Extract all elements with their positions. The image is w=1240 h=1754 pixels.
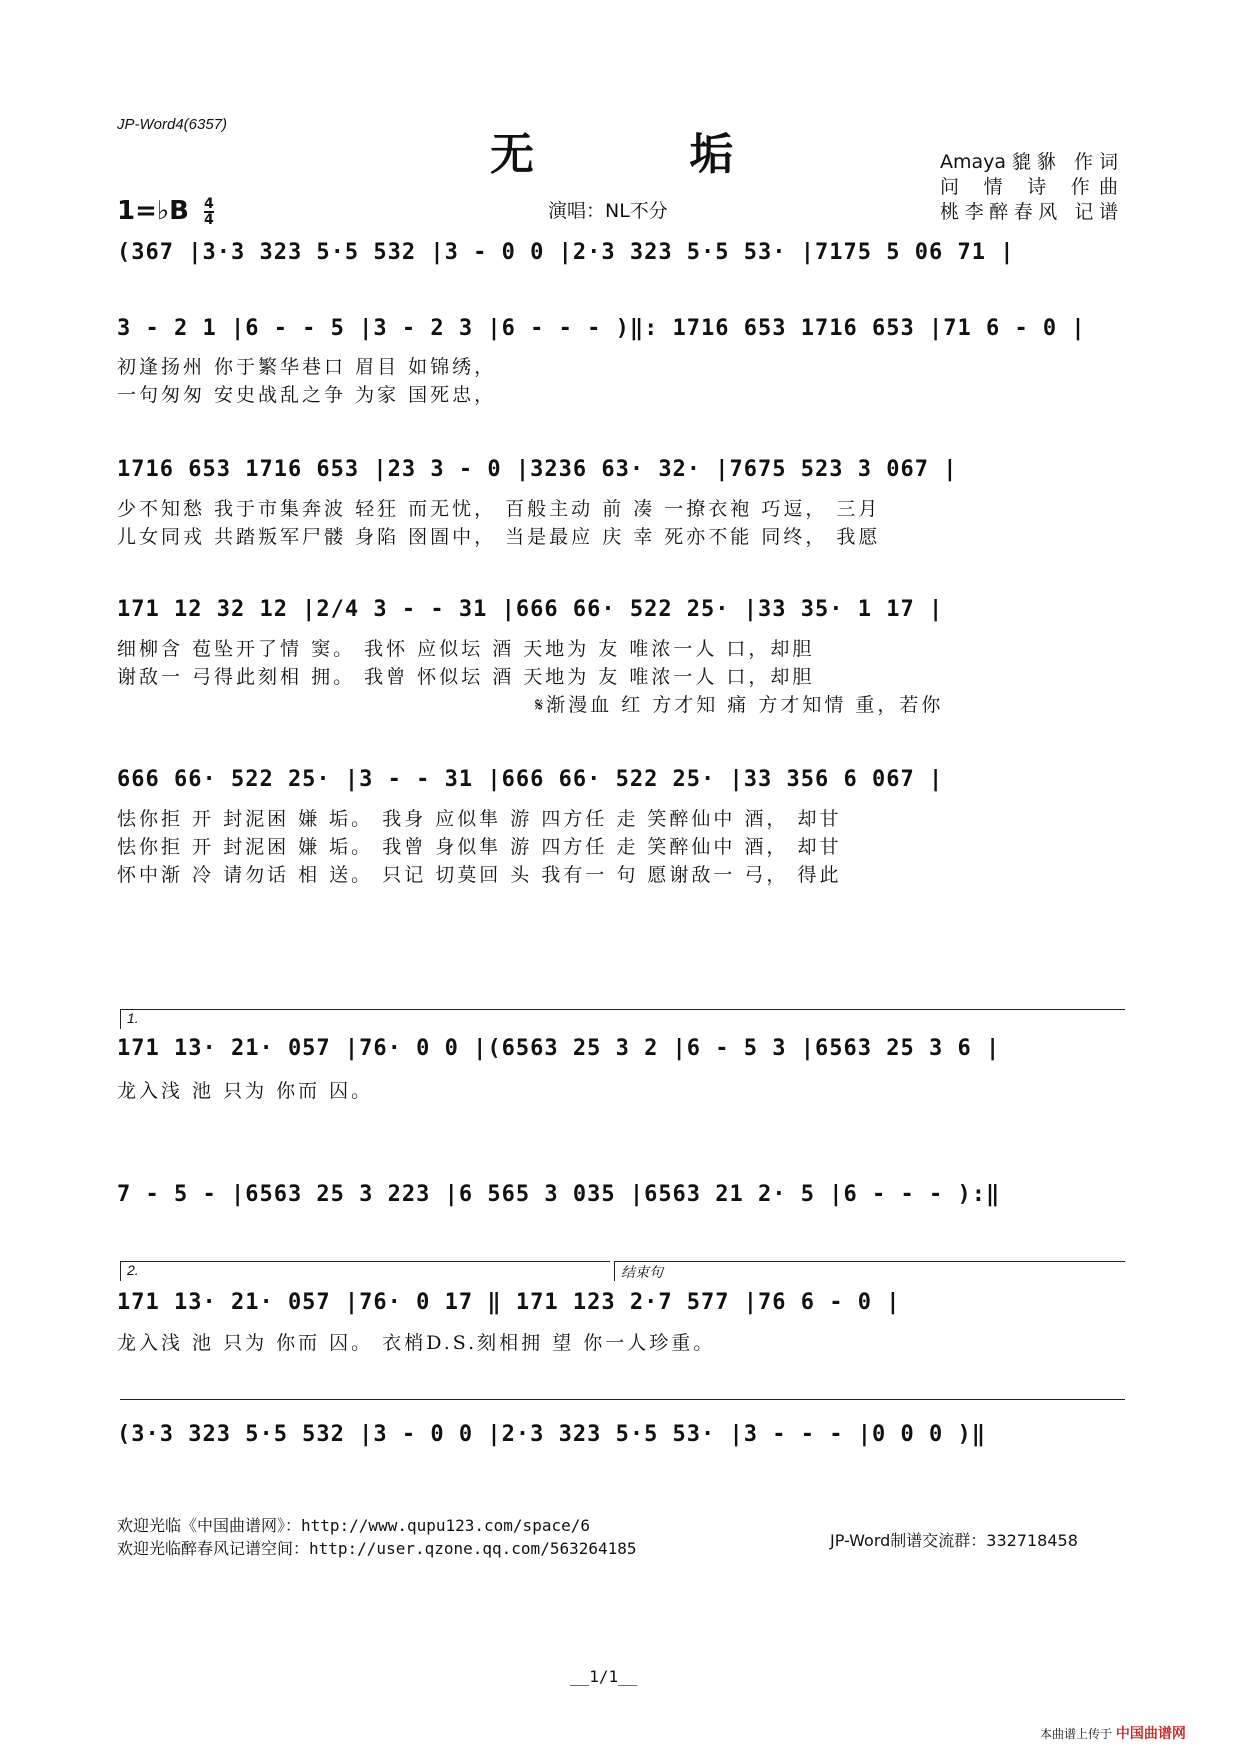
credits xyxy=(940,150,1118,225)
score-line-5: 666 66· 522 25· |3 - - 31 |666 66· 522 25· |33 356 6 067 | xyxy=(117,767,944,792)
key-signature xyxy=(117,196,214,227)
page-number: __1/1__ xyxy=(570,1667,638,1686)
score-line-8: 171 13· 21· 057 |76· 0 17 ‖ 171 123 2·7 577 |76 6 - 0 | xyxy=(117,1290,901,1315)
lyric-line: 怯你拒 开 封泥困 嫌 垢。 我身 应似隼 游 四方任 走 笑醉仙中 酒， 却甘 xyxy=(117,808,842,830)
time-bottom: 4 xyxy=(204,211,214,228)
source-label: JP-Word4(6357) xyxy=(117,116,228,133)
group-info: JP-Word制谱交流群：332718458 xyxy=(830,1531,1078,1550)
site-name: 中国曲谱网 xyxy=(1115,1726,1186,1742)
time-signature xyxy=(204,197,214,227)
lyric-line: 怀中渐 冷 请勿话 相 送。 只记 切莫回 头 我有一 句 愿谢敌一 弓， 得此 xyxy=(117,864,842,886)
footer-links xyxy=(117,1514,637,1560)
volta-1-label: 1. xyxy=(127,1010,139,1026)
ending-bracket xyxy=(614,1261,1125,1281)
lyric-line: 少不知愁 我于市集奔波 轻狂 而无忧， 百般主动 前 凑 一撩衣袍 巧逗， 三月 xyxy=(117,498,881,520)
lyric-line: 龙入浅 池 只为 你而 囚。 衣梢D.S.刻相拥 望 你一人珍重。 xyxy=(117,1332,716,1354)
time-top: 4 xyxy=(204,195,214,212)
score-line-3: 1716 653 1716 653 |23 3 - 0 |3236 63· 32· |7675 523 3 067 | xyxy=(117,457,958,482)
outro-bracket xyxy=(120,1399,1125,1419)
transcriber-credit: 桃李醉春风 记谱 xyxy=(940,201,1118,223)
score-line-1: (367 |3·3 323 5·5 532 |3 - 0 0 |2·3 323 5·5 53· |7175 5 06 71 | xyxy=(117,240,1015,265)
singer: 演唱：NL不分 xyxy=(548,200,668,222)
footer-link-2[interactable]: 欢迎光临醉春风记谱空间：http://user.qzone.qq.com/563264185 xyxy=(117,1539,637,1558)
composer-credit: 问 情 诗 作曲 xyxy=(940,176,1118,198)
lyric-line: 儿女同戎 共踏叛军尸髅 身陷 囹圄中， 当是最应 庆 幸 死亦不能 同终， 我愿 xyxy=(117,526,881,548)
score-line-6: 171 13· 21· 057 |76· 0 0 |(6563 25 3 2 |6 - 5 3 |6563 25 3 6 | xyxy=(117,1036,1001,1061)
lyric-line-segno: 𝄋渐漫血 红 方才知 痛 方才知情 重，若你 xyxy=(535,694,944,716)
volta-2-label: 2. xyxy=(127,1262,139,1278)
score-line-2: 3 - 2 1 |6 - - 5 |3 - 2 3 |6 - - - )‖: 1716 653 1716 653 |71 6 - 0 | xyxy=(117,316,1086,341)
lyric-line: 一句匆匆 安史战乱之争 为家 国死忠， xyxy=(117,384,497,406)
score-line-4: 171 12 32 12 |2/4 3 - - 31 |666 66· 522 25· |33 35· 1 17 | xyxy=(117,597,944,622)
footer-link-1[interactable]: 欢迎光临《中国曲谱网》：http://www.qupu123.com/space/6 xyxy=(117,1516,590,1535)
score-line-7: 7 - 5 - |6563 25 3 223 |6 565 3 035 |6563 21 2· 5 |6 - - - ):‖ xyxy=(117,1182,1001,1207)
lyric-line: 初逢扬州 你于繁华巷口 眉目 如锦绣， xyxy=(117,356,497,378)
lyricist-credit: Amaya貔貅 作词 xyxy=(940,151,1118,173)
song-title: 无 垢 xyxy=(490,129,804,180)
site-badge xyxy=(1040,1723,1186,1743)
volta-2-bracket xyxy=(120,1261,610,1281)
lyric-line: 谢敌一 弓得此刻相 拥。 我曾 怀似坛 酒 天地为 友 唯浓一人 口，却胆 xyxy=(117,666,815,688)
key-label: 1=♭B xyxy=(117,196,189,226)
volta-1-bracket xyxy=(120,1009,1125,1029)
score-line-9: (3·3 323 5·5 532 |3 - 0 0 |2·3 323 5·5 53· |3 - - - |0 0 0 )‖ xyxy=(117,1422,986,1447)
site-prefix: 本曲谱上传于 xyxy=(1040,1727,1113,1741)
lyric-line: 怯你拒 开 封泥困 嫌 垢。 我曾 身似隼 游 四方任 走 笑醉仙中 酒， 却甘 xyxy=(117,836,842,858)
lyric-line: 细柳含 苞坠开了情 窦。 我怀 应似坛 酒 天地为 友 唯浓一人 口，却胆 xyxy=(117,638,815,660)
lyric-line: 龙入浅 池 只为 你而 囚。 xyxy=(117,1080,374,1102)
ending-label: 结束句 xyxy=(621,1264,663,1280)
